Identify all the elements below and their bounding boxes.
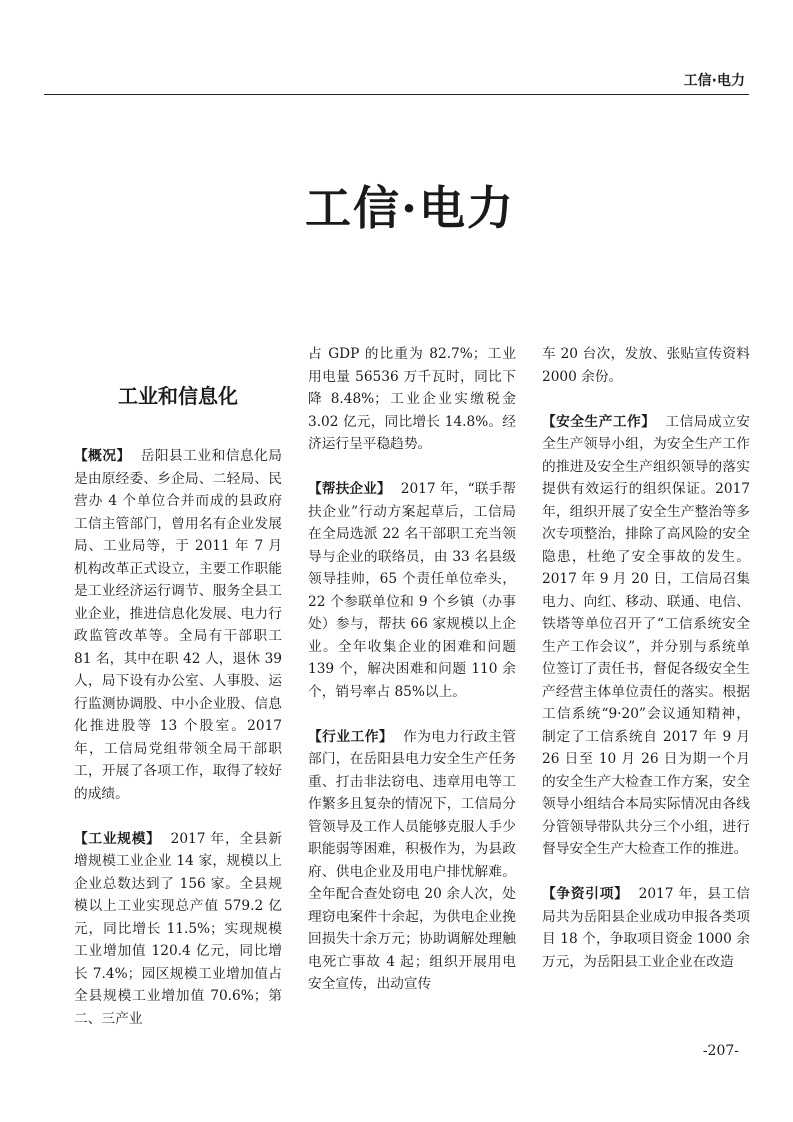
paragraph: [308, 726, 516, 996]
header-rule: [44, 94, 749, 95]
paragraph-text: 工信局成立安全生产领导小组，为安全生产工作的推进及安全生产组织领导的落实提供有效运行的组织保证。2017 年，组织开展了安全生产整治等多次专项整治，排除了高风险的安全隐患，杜绝了安全事故的发生。2017 年 9 月 20 日，工信局召集电力、向红、移动、联通、电信、铁塔等单位召开了“工信系统安全生产工作会议”，并分别与系统单位签订了责任书，督促各级安全生产经营主体单位责任的落实。根据工信系统“9·20”会议通知精神，制定了工信系统自 2017 年 9 月 26 日至 10 月 26 日为期一个月的安全生产大检查工作方案，安全领导小组结合本局实际情况由各线分管领导带队共分三个小组，进行督导安全生产大检查工作的推进。: [542, 413, 750, 857]
running-head: 工信·电力: [683, 73, 745, 89]
column-right: [542, 343, 750, 973]
paragraph-text: 2017 年，“联手帮扶企业”行动方案起草后，工信局在全局选派 22 名干部职工充当领导与企业的联络员，由 33 名县级领导挂帅，65 个责任单位牵头，22 个参联单位和 9 个乡镇（办事处）参与，帮扶 66 家规模以上企业。全年收集企业的困难和问题 139 个，解决困难和问题 110 余个，销号率占 85%以上。: [308, 481, 516, 700]
paragraph: [74, 445, 282, 805]
paragraph-text: 作为电力行政主管部门，在岳阳县电力安全生产任务重、打击非法窃电、违章用电等工作繁多且复杂的情况下，工信局分管领导及工作人员能够克服人手少职能弱等困难，积极作为，为县政府、供电企业及用电户排忧解难。全年配合查处窃电 20 余人次，处理窃电案件十余起，为供电企业挽回损失十余万元；协助调解处理触电死亡事故 4 起；组织开展用电安全宣传，出动宣传: [308, 728, 516, 992]
paragraph-label: 【行业工作】: [308, 728, 394, 745]
paragraph: [542, 343, 750, 388]
paragraph-text: 2017 年，全县新增规模工业企业 14 家，规模以上企业总数达到了 156 家。全县规模以上工业实现总产值 579.2 亿元，同比增长 11.5%；实现规模工业增加值 120.4 亿元，同比增长 7.4%；园区规模工业增加值占全县规模工业增加值 70.6%；第二、三产业: [74, 830, 282, 1027]
paragraph: [308, 478, 516, 703]
paragraph: [308, 343, 516, 456]
paragraph-text: 占 GDP 的比重为 82.7%；工业用电量 56536 万千瓦时，同比下降 8.48%；工业企业实缴税金 3.02 亿元，同比增长 14.8%。经济运行呈平稳趋势。: [308, 346, 516, 452]
section-heading: 工业和信息化: [118, 384, 238, 408]
page-number: -207-: [702, 1043, 739, 1059]
paragraph-label: 【安全生产工作】: [542, 413, 656, 430]
paragraph-text: 岳阳县工业和信息化局是由原经委、乡企局、二轻局、民营办 4 个单位合并而成的县政府工信主管部门，曾用名有企业发展局、工业局等，于 2011 年 7 月机构改革正式设立，主要工作职能是工业经济运行调节、服务全县工业企业，推进信息化发展、电力行政监管改革等。全局有干部职工 81 名，其中在职 42 人，退休 39 人，局下设有办公室、人事股、运行监测协调股、中小企业股、信息化推进股等 13 个股室。2017 年，工信局党组带领全局干部职工，开展了各项工作，取得了较好的成绩。: [74, 448, 282, 802]
paragraph: [542, 411, 750, 861]
paragraph: [542, 883, 750, 973]
paragraph-text: 2017 年，县工信局共为岳阳县企业成功申报各类项目 18 个，争取项目资金 1000 余万元，为岳阳县工业企业在改造: [542, 886, 750, 970]
paragraph-text: 车 20 台次，发放、张贴宣传资料 2000 余份。: [542, 346, 750, 385]
paragraph-label: 【帮扶企业】: [308, 481, 391, 497]
page-title: 工信·电力: [304, 181, 515, 235]
paragraph-label: 【工业规模】: [74, 830, 161, 847]
paragraph: [74, 828, 282, 1031]
column-middle: [308, 343, 516, 996]
paragraph-label: 【争资引项】: [542, 886, 629, 902]
column-left: [74, 381, 282, 1030]
paragraph-label: 【概况】: [74, 448, 131, 464]
